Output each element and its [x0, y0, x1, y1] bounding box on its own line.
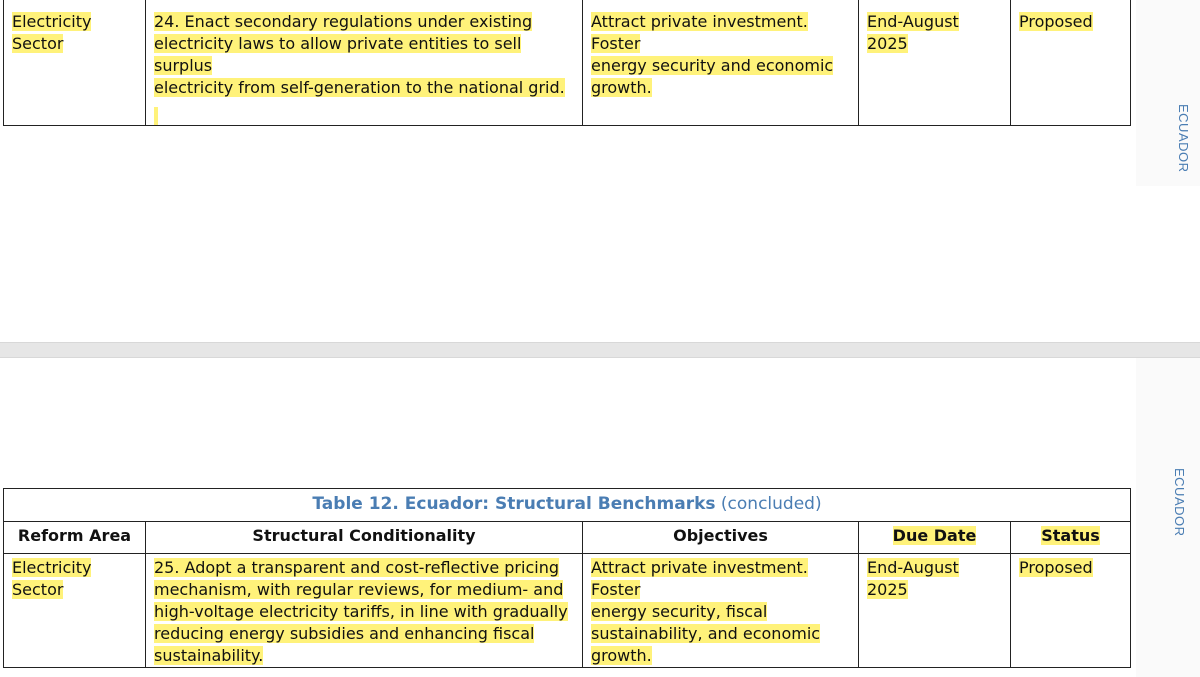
- header-label: Structural Conditionality: [252, 526, 476, 545]
- side-running-header: ECUADOR: [1176, 104, 1191, 173]
- table-row: [4, 0, 1131, 126]
- side-running-header: ECUADOR: [1172, 468, 1187, 537]
- conditionality-line: 25. Adopt a transparent and cost-reflective pricing: [154, 558, 559, 577]
- text-cursor-highlight: [154, 107, 158, 125]
- page-break-gap: [0, 342, 1200, 358]
- status-text: Proposed: [1019, 12, 1093, 31]
- status-cell: [1011, 0, 1131, 126]
- header-due-date: [859, 522, 1011, 554]
- conditionality-line: electricity laws to allow private entities to sell surplus: [154, 34, 522, 75]
- due-date-cell: [859, 554, 1011, 668]
- document-page-bottom: [0, 358, 1200, 677]
- objectives-cell: [583, 0, 859, 126]
- conditionality-line: high-voltage electricity tariffs, in line with gradually: [154, 602, 568, 621]
- reform-area-text: Electricity Sector: [12, 558, 92, 599]
- objectives-line: Attract private investment. Foster: [591, 12, 808, 53]
- structural-benchmarks-table: [3, 488, 1131, 668]
- table-header-row: [4, 522, 1131, 554]
- due-date-text: End-August 2025: [867, 12, 959, 53]
- objectives-line: sustainability, and economic: [591, 624, 821, 643]
- header-label: Objectives: [673, 526, 768, 545]
- objectives-line: Attract private investment. Foster: [591, 558, 808, 599]
- due-date-text: End-August 2025: [867, 558, 959, 599]
- reform-area-cell: [4, 0, 146, 126]
- conditionality-line: reducing energy subsidies and enhancing fiscal: [154, 624, 535, 643]
- header-label: Reform Area: [17, 526, 132, 545]
- objectives-line: energy security and economic: [591, 56, 834, 75]
- reform-area-text: Electricity Sector: [12, 12, 92, 53]
- objectives-line: growth.: [591, 78, 652, 97]
- header-reform-area: [4, 522, 146, 554]
- header-label: Due Date: [892, 526, 977, 545]
- conditionality-cell: [146, 554, 583, 668]
- status-cell: [1011, 554, 1131, 668]
- reform-area-cell: [4, 554, 146, 668]
- header-objectives: [583, 522, 859, 554]
- page-margin-strip: [1136, 358, 1200, 677]
- header-conditionality: [146, 522, 583, 554]
- objectives-line: energy security, fiscal: [591, 602, 768, 621]
- conditionality-line: mechanism, with regular reviews, for medium- and: [154, 580, 564, 599]
- status-text: Proposed: [1019, 558, 1093, 577]
- table-row: [4, 554, 1131, 668]
- conditionality-line: 24. Enact secondary regulations under existing: [154, 12, 533, 31]
- conditionality-line: electricity from self-generation to the national grid.: [154, 78, 565, 97]
- due-date-cell: [859, 0, 1011, 126]
- table-title: Table 12. Ecuador: Structural Benchmarks: [312, 494, 716, 514]
- objectives-cell: [583, 554, 859, 668]
- table-caption: [4, 489, 1131, 522]
- objectives-line: growth.: [591, 646, 652, 665]
- structural-benchmarks-table-continued: [3, 0, 1131, 126]
- conditionality-line: sustainability.: [154, 646, 264, 665]
- header-status: [1011, 522, 1131, 554]
- table-subtitle: (concluded): [720, 494, 822, 514]
- header-label: Status: [1041, 526, 1100, 545]
- conditionality-cell: [146, 0, 583, 126]
- table-caption-row: [4, 489, 1131, 522]
